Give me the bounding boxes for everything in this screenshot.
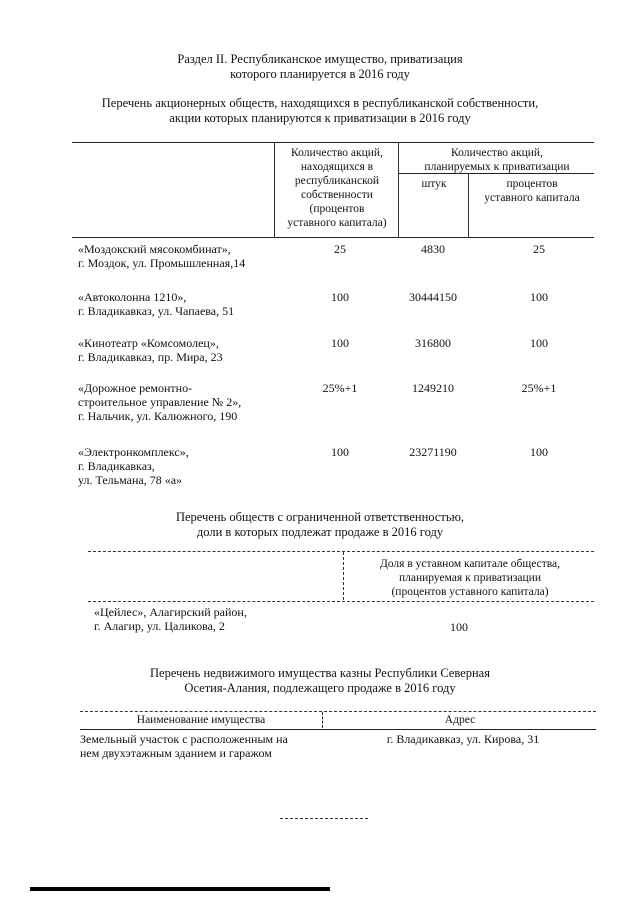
row-name: «Кинотеатр «Комсомолец», г. Владикавказ, пр. Мира, 23 (78, 336, 223, 364)
row-percent: 25%+1 (521, 381, 557, 395)
row-owned: 100 (331, 290, 349, 304)
scan-edge-line (30, 887, 330, 891)
table-col-divider (274, 143, 275, 237)
real-estate-row-name: Земельный участок с расположенным на нем двухэтажным зданием и гаражом (80, 732, 288, 760)
table-top-rule (72, 142, 594, 143)
row-percent: 100 (530, 445, 548, 459)
llc-table-header-rule (88, 601, 594, 602)
row-name: «Электронкомплекс», г. Владикавказ, ул. Тельмана, 78 «а» (78, 445, 189, 487)
row-units: 316800 (415, 336, 451, 350)
llc-col-divider (343, 552, 344, 600)
llc-title: Перечень обществ с ограниченной ответственностью, доли в которых подлежат продаже в 2016 году (175, 510, 465, 539)
row-name: «Дорожное ремонтно- строительное управление № 2», г. Нальчик, ул. Калюжного, 190 (78, 381, 242, 423)
real-estate-table-top-rule (80, 711, 596, 712)
row-units: 4830 (421, 242, 445, 256)
header-units: штук (421, 178, 447, 190)
llc-row-share: 100 (450, 620, 468, 634)
llc-header-share: Доля в уставном капитале общества, планируемая к приватизации (процентов уставного капитала) (379, 558, 561, 598)
llc-row-name: «Цейлес», Алагирский район, г. Алагир, ул. Цаликова, 2 (94, 605, 247, 633)
row-units: 1249210 (412, 381, 454, 395)
row-percent: 25 (533, 242, 545, 256)
row-owned: 25%+1 (322, 381, 358, 395)
joint-stock-title: Перечень акционерных обществ, находящихся в республиканской собственности, акции которых планируются к приватизации в 2016 году (101, 96, 539, 125)
row-units: 23271190 (409, 445, 457, 459)
row-owned: 25 (334, 242, 346, 256)
real-estate-row-address: г. Владикавказ, ул. Кирова, 31 (386, 732, 540, 746)
llc-table-top-rule (88, 551, 594, 552)
row-name: «Автоколонна 1210», г. Владикавказ, ул. Чапаева, 51 (78, 290, 235, 318)
real-estate-title: Перечень недвижимого имущества казны Республики Северная Осетия-Алания, подлежащего продаже в 2016 году (150, 666, 490, 695)
header-owned-shares: Количество акций, находящихся в республиканской собственности (процентов уставного капитала) (287, 147, 387, 229)
row-owned: 100 (331, 445, 349, 459)
header-address: Адрес (444, 714, 476, 726)
header-planned-shares: Количество акций, планируемых к приватизации (424, 147, 570, 173)
section-title: Раздел II. Республиканское имущество, приватизация которого планируется в 2016 году (177, 52, 463, 81)
row-percent: 100 (530, 336, 548, 350)
end-separator (280, 818, 368, 819)
table-col-divider (398, 143, 399, 237)
row-name: «Моздокский мясокомбинат», г. Моздок, ул. Промышленная,14 (78, 242, 246, 270)
row-owned: 100 (331, 336, 349, 350)
table-header-rule (72, 237, 594, 238)
real-estate-col-divider (322, 712, 323, 728)
header-percent: процентов уставного капитала (484, 178, 580, 204)
row-percent: 100 (530, 290, 548, 304)
row-units: 30444150 (409, 290, 457, 304)
table-col-divider (468, 174, 469, 237)
header-property-name: Наименование имущества (136, 714, 266, 726)
real-estate-table-header-rule (80, 729, 596, 730)
